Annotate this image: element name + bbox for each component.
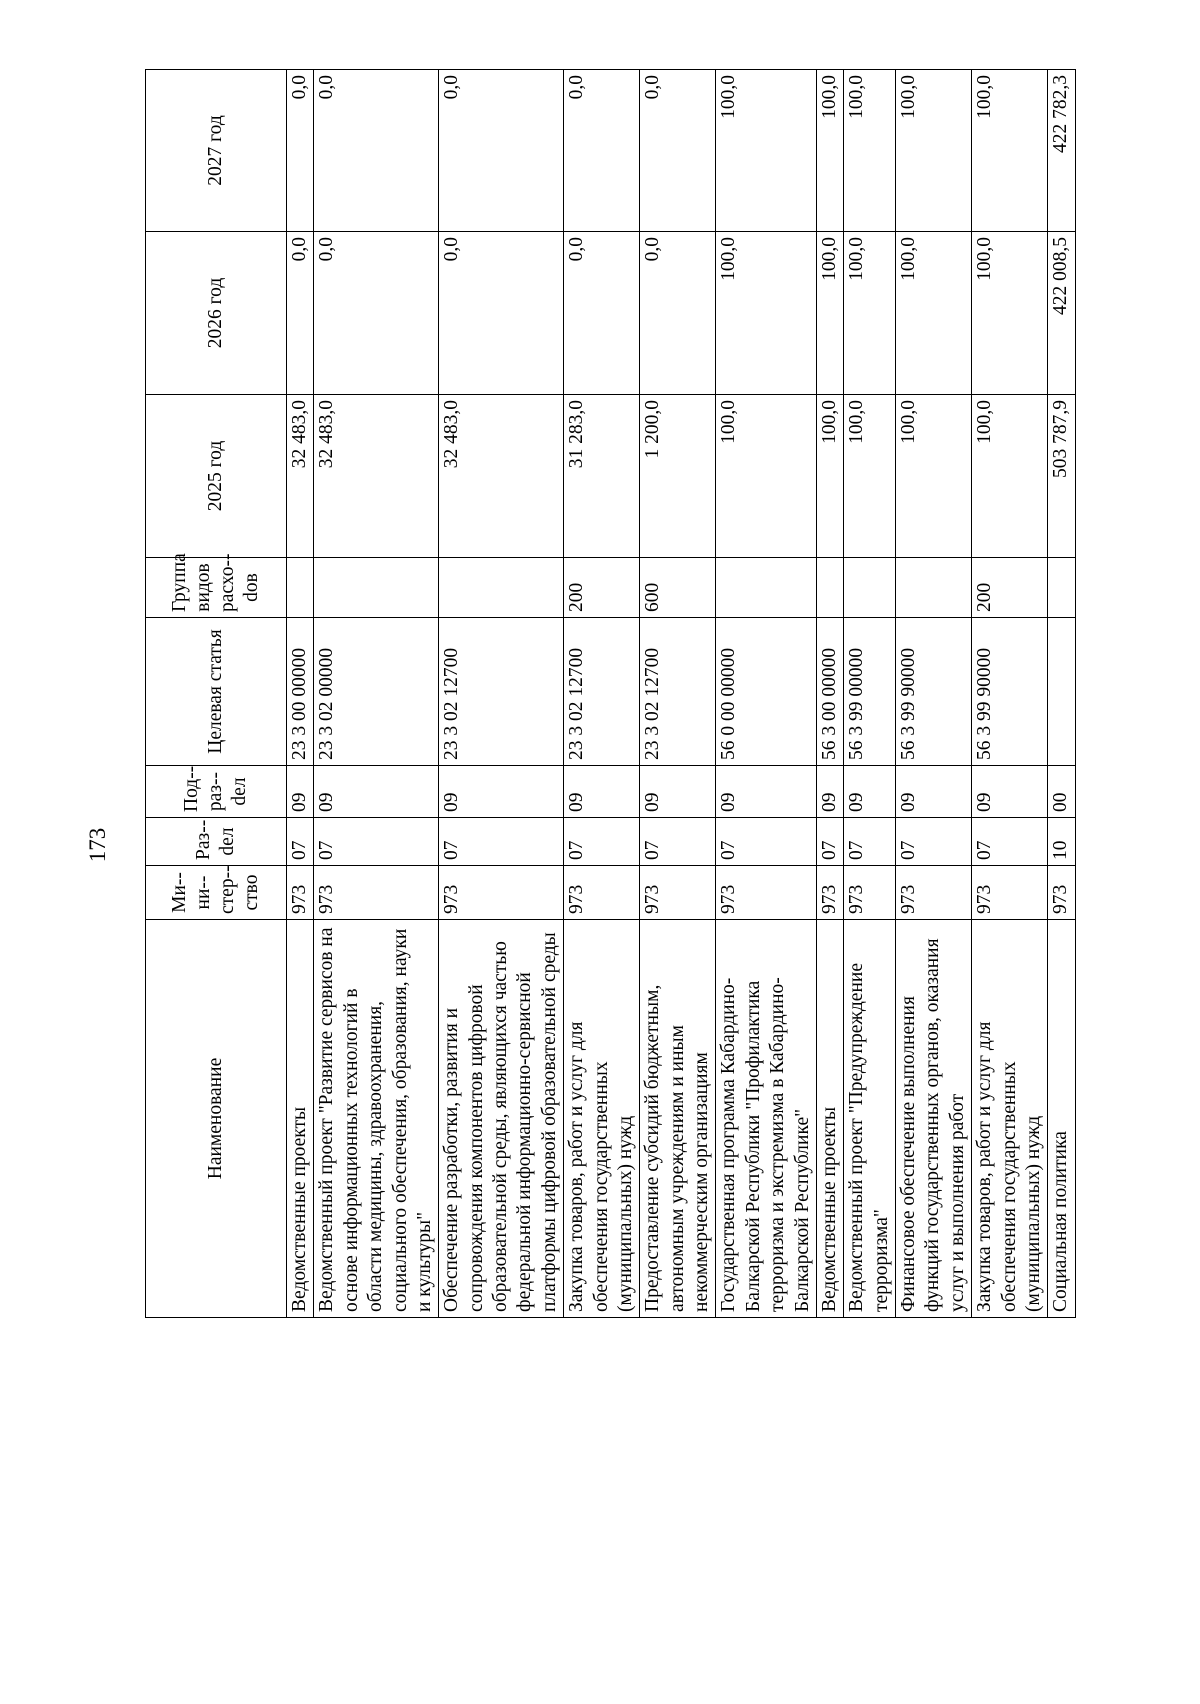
cell-name: Социальная политика [1048, 920, 1075, 1318]
cell-2025: 100,0 [972, 395, 1048, 558]
rotated-table-container [145, 70, 1072, 1318]
cell-ministry: 973 [287, 866, 314, 920]
cell-subsection: 09 [816, 766, 843, 818]
cell-target: 56 3 00 00000 [816, 618, 843, 766]
cell-2026: 100,0 [844, 232, 896, 395]
page-number: 173 [85, 827, 110, 863]
table-row [287, 70, 314, 1318]
cell-target: 56 3 99 90000 [896, 618, 972, 766]
cell-2027: 422 782,3 [1048, 70, 1075, 232]
cell-name: Обеспечение разработки, развития и сопровождения компонентов цифровой образовательной среды, являющихся частью федеральной информационно-сервисной платформы цифровой образовательной среды [439, 920, 564, 1318]
cell-2027: 0,0 [314, 70, 439, 232]
cell-subsection: 00 [1048, 766, 1075, 818]
cell-2026: 100,0 [716, 232, 817, 395]
cell-2025: 32 483,0 [287, 395, 314, 558]
table-row [640, 70, 716, 1318]
header-2025: 2025 год [146, 395, 287, 558]
cell-2026: 100,0 [896, 232, 972, 395]
cell-2026: 0,0 [287, 232, 314, 395]
cell-group [314, 558, 439, 618]
cell-group [716, 558, 817, 618]
cell-2027: 0,0 [640, 70, 716, 232]
header-row [146, 70, 287, 1318]
header-2027: 2027 год [146, 70, 287, 232]
header-ministry: Ми-ни-стер-ство [146, 866, 287, 920]
cell-section: 07 [896, 818, 972, 866]
cell-2027: 0,0 [564, 70, 640, 232]
cell-group: 600 [640, 558, 716, 618]
cell-subsection: 09 [896, 766, 972, 818]
header-section: Раз-dел [146, 818, 287, 866]
cell-section: 07 [972, 818, 1048, 866]
cell-section: 07 [816, 818, 843, 866]
cell-2026: 100,0 [816, 232, 843, 395]
cell-2025: 32 483,0 [439, 395, 564, 558]
cell-2027: 0,0 [287, 70, 314, 232]
cell-ministry: 973 [564, 866, 640, 920]
cell-name: Предоставление субсидий бюджетным, автономным учреждениям и иным некоммерческим организациям [640, 920, 716, 1318]
cell-target: 23 3 02 12700 [439, 618, 564, 766]
cell-2025: 1 200,0 [640, 395, 716, 558]
cell-subsection: 09 [640, 766, 716, 818]
cell-name: Ведомственный проект "Предупреждение терроризма" [844, 920, 896, 1318]
header-group: Группа видов расхо-dов [146, 558, 287, 618]
cell-name: Закупка товаров, работ и услуг для обеспечения государственных (муниципальных) нужд [972, 920, 1048, 1318]
cell-2026: 0,0 [640, 232, 716, 395]
table-row [716, 70, 817, 1318]
table-row [314, 70, 439, 1318]
cell-ministry: 973 [640, 866, 716, 920]
cell-target: 56 3 99 00000 [844, 618, 896, 766]
cell-name: Ведомственные проекты [816, 920, 843, 1318]
cell-section: 07 [287, 818, 314, 866]
cell-group [844, 558, 896, 618]
table-row [844, 70, 896, 1318]
cell-2027: 100,0 [896, 70, 972, 232]
cell-section: 07 [564, 818, 640, 866]
cell-name: Государственная программа Кабардино-Балкарской Республики "Профилактика терроризма и экстремизма в Кабардино-Балкарской Республике" [716, 920, 817, 1318]
cell-2027: 100,0 [972, 70, 1048, 232]
cell-target: 23 3 02 12700 [640, 618, 716, 766]
cell-2026: 100,0 [972, 232, 1048, 395]
cell-2026: 422 008,5 [1048, 232, 1075, 395]
cell-2027: 100,0 [716, 70, 817, 232]
cell-group [816, 558, 843, 618]
cell-target: 23 3 02 12700 [564, 618, 640, 766]
cell-ministry: 973 [314, 866, 439, 920]
header-name: Наименование [146, 920, 287, 1318]
cell-2025: 100,0 [844, 395, 896, 558]
table-row [1048, 70, 1075, 1318]
table-row [896, 70, 972, 1318]
cell-target: 56 0 00 00000 [716, 618, 817, 766]
cell-target: 56 3 99 90000 [972, 618, 1048, 766]
cell-subsection: 09 [972, 766, 1048, 818]
cell-2025: 100,0 [816, 395, 843, 558]
table-row [972, 70, 1048, 1318]
cell-2026: 0,0 [564, 232, 640, 395]
header-2026: 2026 год [146, 232, 287, 395]
cell-group: 200 [972, 558, 1048, 618]
cell-target: 23 3 00 00000 [287, 618, 314, 766]
budget-table [145, 69, 1076, 1318]
cell-subsection: 09 [844, 766, 896, 818]
cell-ministry: 973 [972, 866, 1048, 920]
cell-section: 07 [716, 818, 817, 866]
cell-group: 200 [564, 558, 640, 618]
cell-group [287, 558, 314, 618]
cell-ministry: 973 [844, 866, 896, 920]
cell-2027: 100,0 [844, 70, 896, 232]
cell-section: 07 [640, 818, 716, 866]
cell-2025: 100,0 [896, 395, 972, 558]
cell-group [439, 558, 564, 618]
cell-group [896, 558, 972, 618]
cell-2025: 32 483,0 [314, 395, 439, 558]
cell-2025: 503 787,9 [1048, 395, 1075, 558]
cell-2027: 0,0 [439, 70, 564, 232]
cell-subsection: 09 [287, 766, 314, 818]
header-target: Целевая статья [146, 618, 287, 766]
cell-group [1048, 558, 1075, 618]
cell-ministry: 973 [816, 866, 843, 920]
cell-name: Ведомственные проекты [287, 920, 314, 1318]
cell-target [1048, 618, 1075, 766]
cell-name: Финансовое обеспечение выполнения функций государственных органов, оказания услуг и выполнения работ [896, 920, 972, 1318]
table-row [439, 70, 564, 1318]
cell-ministry: 973 [1048, 866, 1075, 920]
cell-subsection: 09 [439, 766, 564, 818]
header-subsection: Под-раз-dел [146, 766, 287, 818]
cell-ministry: 973 [716, 866, 817, 920]
table-row [564, 70, 640, 1318]
cell-2026: 0,0 [439, 232, 564, 395]
cell-section: 07 [844, 818, 896, 866]
cell-ministry: 973 [439, 866, 564, 920]
cell-section: 07 [439, 818, 564, 866]
cell-section: 07 [314, 818, 439, 866]
cell-subsection: 09 [564, 766, 640, 818]
table-body [287, 70, 1076, 1318]
cell-subsection: 09 [716, 766, 817, 818]
cell-2026: 0,0 [314, 232, 439, 395]
cell-2025: 100,0 [716, 395, 817, 558]
cell-ministry: 973 [896, 866, 972, 920]
cell-section: 10 [1048, 818, 1075, 866]
cell-2027: 100,0 [816, 70, 843, 232]
cell-subsection: 09 [314, 766, 439, 818]
cell-2025: 31 283,0 [564, 395, 640, 558]
cell-name: Ведомственный проект "Развитие сервисов на основе информационных технологий в области медицины, здравоохранения, социального обеспечения, образования, науки и культуры" [314, 920, 439, 1318]
cell-target: 23 3 02 00000 [314, 618, 439, 766]
cell-name: Закупка товаров, работ и услуг для обеспечения государственных (муниципальных) нужд [564, 920, 640, 1318]
table-row [816, 70, 843, 1318]
